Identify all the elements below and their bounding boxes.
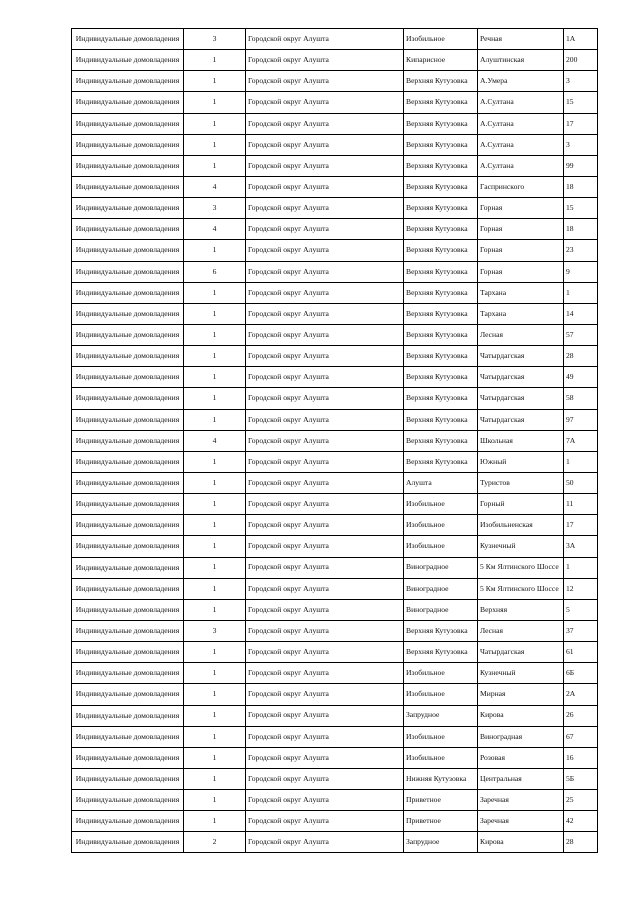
building-type-cell: Индивидуальные домовладения (72, 832, 184, 853)
house-number-cell: 15 (564, 198, 598, 219)
settlement-cell: Изобильное (404, 747, 478, 768)
building-type-cell: Индивидуальные домовладения (72, 113, 184, 134)
count-cell: 1 (184, 113, 246, 134)
district-cell: Городской округ Алушта (246, 705, 404, 726)
table-row (72, 536, 598, 557)
count-cell: 1 (184, 367, 246, 388)
table-row (72, 747, 598, 768)
street-cell: Заречная (478, 811, 564, 832)
building-type-cell: Индивидуальные домовладения (72, 663, 184, 684)
table-row (72, 642, 598, 663)
district-cell: Городской округ Алушта (246, 768, 404, 789)
table-row (72, 176, 598, 197)
building-type-cell: Индивидуальные домовладения (72, 282, 184, 303)
building-type-cell: Индивидуальные домовладения (72, 430, 184, 451)
building-type-cell: Индивидуальные домовладения (72, 768, 184, 789)
building-type-cell: Индивидуальные домовладения (72, 198, 184, 219)
table-row (72, 219, 598, 240)
count-cell: 1 (184, 134, 246, 155)
document-page (71, 28, 597, 853)
district-cell: Городской округ Алушта (246, 176, 404, 197)
street-cell: Кирова (478, 705, 564, 726)
district-cell: Городской округ Алушта (246, 832, 404, 853)
building-type-cell: Индивидуальные домовладения (72, 176, 184, 197)
street-cell: Горная (478, 198, 564, 219)
street-cell: Школьная (478, 430, 564, 451)
settlement-cell: Приветное (404, 811, 478, 832)
settlement-cell: Кипарисное (404, 50, 478, 71)
district-cell: Городской округ Алушта (246, 346, 404, 367)
house-number-cell: 5 (564, 599, 598, 620)
district-cell: Городской округ Алушта (246, 388, 404, 409)
house-number-cell: 200 (564, 50, 598, 71)
settlement-cell: Виноградное (404, 557, 478, 578)
house-number-cell: 58 (564, 388, 598, 409)
building-type-cell: Индивидуальные домовладения (72, 451, 184, 472)
district-cell: Городской округ Алушта (246, 29, 404, 50)
count-cell: 3 (184, 29, 246, 50)
building-type-cell: Индивидуальные домовладения (72, 494, 184, 515)
street-cell: Горный (478, 494, 564, 515)
street-cell: А.Султана (478, 92, 564, 113)
house-number-cell: 18 (564, 219, 598, 240)
address-table (71, 28, 598, 853)
building-type-cell: Индивидуальные домовладения (72, 747, 184, 768)
house-number-cell: 50 (564, 472, 598, 493)
house-number-cell: 17 (564, 515, 598, 536)
settlement-cell: Верхняя Кутузовка (404, 219, 478, 240)
count-cell: 1 (184, 599, 246, 620)
street-cell: Горная (478, 219, 564, 240)
table-row (72, 29, 598, 50)
street-cell: Заречная (478, 790, 564, 811)
house-number-cell: 67 (564, 726, 598, 747)
street-cell: 5 Км Ялтинского Шоссе (478, 578, 564, 599)
table-row (72, 155, 598, 176)
settlement-cell: Изобильное (404, 515, 478, 536)
district-cell: Городской округ Алушта (246, 155, 404, 176)
count-cell: 1 (184, 472, 246, 493)
house-number-cell: 1 (564, 557, 598, 578)
count-cell: 1 (184, 557, 246, 578)
house-number-cell: 6Б (564, 663, 598, 684)
house-number-cell: 28 (564, 832, 598, 853)
count-cell: 1 (184, 642, 246, 663)
count-cell: 4 (184, 176, 246, 197)
street-cell: Кузнечный (478, 536, 564, 557)
building-type-cell: Индивидуальные домовладения (72, 71, 184, 92)
district-cell: Городской округ Алушта (246, 811, 404, 832)
settlement-cell: Алушта (404, 472, 478, 493)
settlement-cell: Изобильное (404, 29, 478, 50)
table-row (72, 198, 598, 219)
count-cell: 1 (184, 324, 246, 345)
street-cell: Горная (478, 261, 564, 282)
settlement-cell: Изобильное (404, 726, 478, 747)
house-number-cell: 16 (564, 747, 598, 768)
count-cell: 1 (184, 684, 246, 705)
district-cell: Городской округ Алушта (246, 578, 404, 599)
count-cell: 1 (184, 155, 246, 176)
building-type-cell: Индивидуальные домовладения (72, 642, 184, 663)
district-cell: Городской округ Алушта (246, 92, 404, 113)
count-cell: 3 (184, 620, 246, 641)
settlement-cell: Верхняя Кутузовка (404, 240, 478, 261)
street-cell: 5 Км Ялтинского Шоссе (478, 557, 564, 578)
count-cell: 1 (184, 240, 246, 261)
count-cell: 1 (184, 515, 246, 536)
table-row (72, 71, 598, 92)
table-row (72, 620, 598, 641)
settlement-cell: Верхняя Кутузовка (404, 134, 478, 155)
building-type-cell: Индивидуальные домовладения (72, 92, 184, 113)
table-row (72, 557, 598, 578)
house-number-cell: 17 (564, 113, 598, 134)
house-number-cell: 11 (564, 494, 598, 515)
count-cell: 1 (184, 303, 246, 324)
house-number-cell: 99 (564, 155, 598, 176)
house-number-cell: 57 (564, 324, 598, 345)
building-type-cell: Индивидуальные домовладения (72, 409, 184, 430)
district-cell: Городской округ Алушта (246, 261, 404, 282)
table-row (72, 472, 598, 493)
street-cell: Горная (478, 240, 564, 261)
settlement-cell: Верхняя Кутузовка (404, 155, 478, 176)
settlement-cell: Верхняя Кутузовка (404, 303, 478, 324)
table-row (72, 705, 598, 726)
district-cell: Городской округ Алушта (246, 663, 404, 684)
street-cell: А.Султана (478, 134, 564, 155)
house-number-cell: 15 (564, 92, 598, 113)
district-cell: Городской округ Алушта (246, 282, 404, 303)
district-cell: Городской округ Алушта (246, 642, 404, 663)
street-cell: Чатырдагская (478, 409, 564, 430)
street-cell: Лесная (478, 324, 564, 345)
settlement-cell: Изобильное (404, 684, 478, 705)
table-row (72, 515, 598, 536)
settlement-cell: Верхняя Кутузовка (404, 346, 478, 367)
table-row (72, 282, 598, 303)
house-number-cell: 49 (564, 367, 598, 388)
count-cell: 1 (184, 705, 246, 726)
district-cell: Городской округ Алушта (246, 451, 404, 472)
settlement-cell: Верхняя Кутузовка (404, 282, 478, 303)
count-cell: 1 (184, 388, 246, 409)
house-number-cell: 61 (564, 642, 598, 663)
settlement-cell: Верхняя Кутузовка (404, 113, 478, 134)
count-cell: 1 (184, 451, 246, 472)
settlement-cell: Приветное (404, 790, 478, 811)
district-cell: Городской округ Алушта (246, 71, 404, 92)
building-type-cell: Индивидуальные домовладения (72, 219, 184, 240)
house-number-cell: 2А (564, 684, 598, 705)
district-cell: Городской округ Алушта (246, 324, 404, 345)
house-number-cell: 9 (564, 261, 598, 282)
settlement-cell: Верхняя Кутузовка (404, 176, 478, 197)
district-cell: Городской округ Алушта (246, 113, 404, 134)
settlement-cell: Верхняя Кутузовка (404, 367, 478, 388)
settlement-cell: Нижняя Кутузовка (404, 768, 478, 789)
building-type-cell: Индивидуальные домовладения (72, 705, 184, 726)
building-type-cell: Индивидуальные домовладения (72, 261, 184, 282)
street-cell: Кузнечный (478, 663, 564, 684)
district-cell: Городской округ Алушта (246, 790, 404, 811)
district-cell: Городской округ Алушта (246, 240, 404, 261)
settlement-cell: Верхняя Кутузовка (404, 92, 478, 113)
house-number-cell: 25 (564, 790, 598, 811)
table-row (72, 367, 598, 388)
count-cell: 1 (184, 747, 246, 768)
street-cell: Мирная (478, 684, 564, 705)
house-number-cell: 3 (564, 134, 598, 155)
count-cell: 3 (184, 198, 246, 219)
count-cell: 1 (184, 409, 246, 430)
count-cell: 1 (184, 282, 246, 303)
district-cell: Городской округ Алушта (246, 134, 404, 155)
table-row (72, 494, 598, 515)
building-type-cell: Индивидуальные домовладения (72, 726, 184, 747)
building-type-cell: Индивидуальные домовладения (72, 684, 184, 705)
building-type-cell: Индивидуальные домовладения (72, 620, 184, 641)
table-row (72, 663, 598, 684)
table-row (72, 599, 598, 620)
count-cell: 1 (184, 71, 246, 92)
table-row (72, 388, 598, 409)
building-type-cell: Индивидуальные домовладения (72, 811, 184, 832)
street-cell: Верхняя (478, 599, 564, 620)
table-row (72, 451, 598, 472)
settlement-cell: Верхняя Кутузовка (404, 430, 478, 451)
house-number-cell: 1 (564, 451, 598, 472)
house-number-cell: 97 (564, 409, 598, 430)
house-number-cell: 42 (564, 811, 598, 832)
street-cell: А.Умера (478, 71, 564, 92)
street-cell: Чатырдагская (478, 642, 564, 663)
settlement-cell: Верхняя Кутузовка (404, 620, 478, 641)
street-cell: Чатырдагская (478, 388, 564, 409)
building-type-cell: Индивидуальные домовладения (72, 515, 184, 536)
building-type-cell: Индивидуальные домовладения (72, 29, 184, 50)
district-cell: Городской округ Алушта (246, 367, 404, 388)
district-cell: Городской округ Алушта (246, 494, 404, 515)
table-row (72, 684, 598, 705)
count-cell: 4 (184, 430, 246, 451)
house-number-cell: 14 (564, 303, 598, 324)
count-cell: 1 (184, 726, 246, 747)
count-cell: 4 (184, 219, 246, 240)
street-cell: Изобильненская (478, 515, 564, 536)
settlement-cell: Верхняя Кутузовка (404, 198, 478, 219)
table-row (72, 261, 598, 282)
count-cell: 1 (184, 811, 246, 832)
house-number-cell: 12 (564, 578, 598, 599)
district-cell: Городской округ Алушта (246, 515, 404, 536)
house-number-cell: 3 (564, 71, 598, 92)
building-type-cell: Индивидуальные домовладения (72, 50, 184, 71)
district-cell: Городской округ Алушта (246, 409, 404, 430)
house-number-cell: 7А (564, 430, 598, 451)
street-cell: Чатырдагская (478, 346, 564, 367)
street-cell: Розовая (478, 747, 564, 768)
street-cell: Туристов (478, 472, 564, 493)
house-number-cell: 1 (564, 282, 598, 303)
district-cell: Городской округ Алушта (246, 430, 404, 451)
street-cell: Гаспринского (478, 176, 564, 197)
settlement-cell: Верхняя Кутузовка (404, 409, 478, 430)
district-cell: Городской округ Алушта (246, 599, 404, 620)
table-row (72, 768, 598, 789)
building-type-cell: Индивидуальные домовладения (72, 324, 184, 345)
table-row (72, 578, 598, 599)
district-cell: Городской округ Алушта (246, 198, 404, 219)
count-cell: 1 (184, 578, 246, 599)
table-row (72, 811, 598, 832)
settlement-cell: Виноградное (404, 578, 478, 599)
building-type-cell: Индивидуальные домовладения (72, 790, 184, 811)
building-type-cell: Индивидуальные домовладения (72, 346, 184, 367)
district-cell: Городской округ Алушта (246, 219, 404, 240)
settlement-cell: Верхняя Кутузовка (404, 642, 478, 663)
count-cell: 1 (184, 92, 246, 113)
district-cell: Городской округ Алушта (246, 557, 404, 578)
building-type-cell: Индивидуальные домовладения (72, 599, 184, 620)
count-cell: 1 (184, 536, 246, 557)
building-type-cell: Индивидуальные домовладения (72, 536, 184, 557)
house-number-cell: 1А (564, 29, 598, 50)
building-type-cell: Индивидуальные домовладения (72, 303, 184, 324)
building-type-cell: Индивидуальные домовладения (72, 367, 184, 388)
table-body (72, 29, 598, 853)
district-cell: Городской округ Алушта (246, 50, 404, 71)
district-cell: Городской округ Алушта (246, 303, 404, 324)
building-type-cell: Индивидуальные домовладения (72, 388, 184, 409)
settlement-cell: Верхняя Кутузовка (404, 388, 478, 409)
street-cell: Чатырдагская (478, 367, 564, 388)
count-cell: 1 (184, 50, 246, 71)
table-row (72, 92, 598, 113)
table-row (72, 832, 598, 853)
table-row (72, 346, 598, 367)
district-cell: Городской округ Алушта (246, 684, 404, 705)
settlement-cell: Верхняя Кутузовка (404, 324, 478, 345)
house-number-cell: 26 (564, 705, 598, 726)
table-row (72, 303, 598, 324)
district-cell: Городской округ Алушта (246, 726, 404, 747)
street-cell: Тархана (478, 303, 564, 324)
settlement-cell: Изобильное (404, 663, 478, 684)
district-cell: Городской округ Алушта (246, 747, 404, 768)
table-row (72, 240, 598, 261)
settlement-cell: Изобильное (404, 494, 478, 515)
table-row (72, 113, 598, 134)
table-row (72, 430, 598, 451)
settlement-cell: Запрудное (404, 832, 478, 853)
house-number-cell: 37 (564, 620, 598, 641)
settlement-cell: Виноградное (404, 599, 478, 620)
table-row (72, 50, 598, 71)
street-cell: Речная (478, 29, 564, 50)
house-number-cell: 3А (564, 536, 598, 557)
street-cell: Кирова (478, 832, 564, 853)
street-cell: Центральная (478, 768, 564, 789)
house-number-cell: 5Б (564, 768, 598, 789)
house-number-cell: 18 (564, 176, 598, 197)
settlement-cell: Верхняя Кутузовка (404, 451, 478, 472)
street-cell: Виноградная (478, 726, 564, 747)
table-row (72, 134, 598, 155)
street-cell: Южный (478, 451, 564, 472)
table-row (72, 790, 598, 811)
settlement-cell: Верхняя Кутузовка (404, 71, 478, 92)
house-number-cell: 23 (564, 240, 598, 261)
building-type-cell: Индивидуальные домовладения (72, 240, 184, 261)
district-cell: Городской округ Алушта (246, 620, 404, 641)
table-row (72, 726, 598, 747)
house-number-cell: 28 (564, 346, 598, 367)
building-type-cell: Индивидуальные домовладения (72, 134, 184, 155)
settlement-cell: Изобильное (404, 536, 478, 557)
district-cell: Городской округ Алушта (246, 472, 404, 493)
count-cell: 1 (184, 790, 246, 811)
count-cell: 6 (184, 261, 246, 282)
building-type-cell: Индивидуальные домовладения (72, 578, 184, 599)
building-type-cell: Индивидуальные домовладения (72, 472, 184, 493)
count-cell: 1 (184, 346, 246, 367)
count-cell: 1 (184, 768, 246, 789)
building-type-cell: Индивидуальные домовладения (72, 557, 184, 578)
street-cell: Алуштинская (478, 50, 564, 71)
street-cell: А.Султана (478, 113, 564, 134)
settlement-cell: Верхняя Кутузовка (404, 261, 478, 282)
building-type-cell: Индивидуальные домовладения (72, 155, 184, 176)
street-cell: Тархана (478, 282, 564, 303)
count-cell: 2 (184, 832, 246, 853)
table-row (72, 324, 598, 345)
district-cell: Городской округ Алушта (246, 536, 404, 557)
settlement-cell: Запрудное (404, 705, 478, 726)
street-cell: Лесная (478, 620, 564, 641)
count-cell: 1 (184, 663, 246, 684)
count-cell: 1 (184, 494, 246, 515)
table-row (72, 409, 598, 430)
street-cell: А.Султана (478, 155, 564, 176)
